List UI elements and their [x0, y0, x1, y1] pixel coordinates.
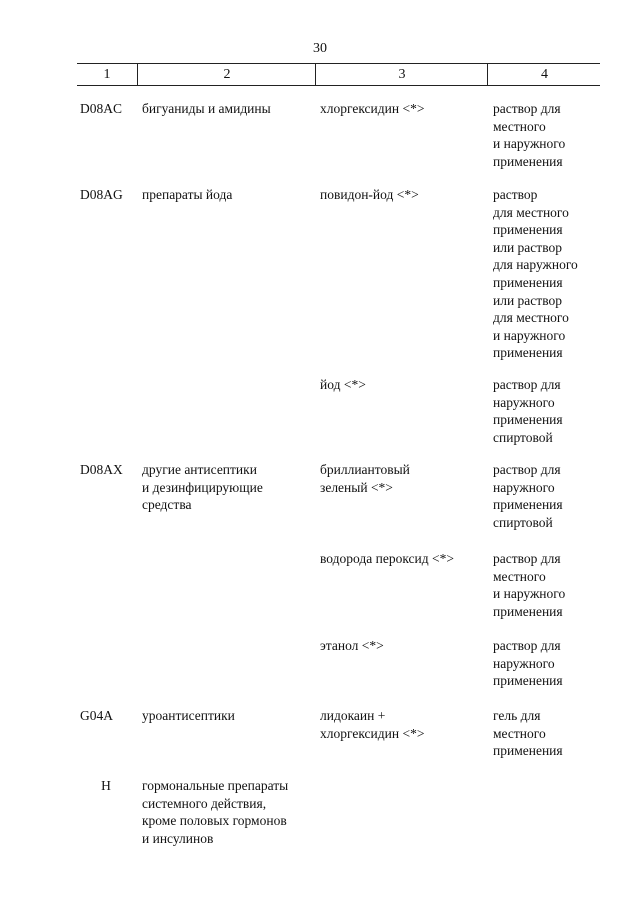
header-col-1: 1 [103, 67, 111, 82]
drug-name: водорода пероксид <*> [320, 551, 454, 566]
header-col-4: 4 [487, 64, 601, 85]
dosage-form: раствор для местного и наружного применения [493, 551, 566, 619]
anatomical-therapeutic-group: другие антисептики и дезинфицирующие средства [142, 462, 263, 513]
page-number: 30 [313, 41, 327, 56]
dosage-form: раствор для наружного применения спиртовой [493, 377, 563, 445]
drug-name: лидокаин + хлоргексидин <*> [320, 708, 425, 741]
anatomical-therapeutic-group: препараты йода [142, 187, 233, 202]
table-row [0, 777, 640, 857]
table-row [0, 376, 640, 461]
table-row [0, 186, 640, 376]
drug-name: хлоргексидин <*> [320, 101, 425, 116]
table-header [77, 63, 600, 86]
atc-code: G04A [80, 708, 113, 723]
dosage-form: раствор для местного и наружного применения [493, 101, 566, 169]
atc-code: D08AG [80, 187, 123, 202]
table-row [0, 461, 640, 550]
drug-name: бриллиантовый зеленый <*> [320, 462, 410, 495]
table-row [0, 100, 640, 186]
drug-name: йод <*> [320, 377, 366, 392]
header-col-3: 3 [315, 64, 488, 85]
table-row [0, 707, 640, 777]
anatomical-therapeutic-group: бигуаниды и амидины [142, 101, 271, 116]
drug-name: повидон-йод <*> [320, 187, 419, 202]
dosage-form: раствор для местного применения или раствор для наружного применения или раствор для местного и наружного применения [493, 187, 578, 361]
table-body [0, 100, 640, 857]
atc-code: D08AC [80, 101, 123, 116]
table-row [0, 637, 640, 707]
atc-code: H [101, 778, 111, 793]
header-col-2: 2 [137, 64, 316, 85]
drug-name: этанол <*> [320, 638, 384, 653]
dosage-form: гель для местного применения [493, 708, 563, 759]
anatomical-therapeutic-group: гормональные препараты системного действия, кроме половых гормонов и инсулинов [142, 778, 289, 846]
atc-code: D08AX [80, 462, 123, 477]
dosage-form: раствор для наружного применения [493, 638, 563, 689]
table-row [0, 550, 640, 637]
dosage-form: раствор для наружного применения спиртовой [493, 462, 563, 530]
anatomical-therapeutic-group: уроантисептики [142, 708, 235, 723]
